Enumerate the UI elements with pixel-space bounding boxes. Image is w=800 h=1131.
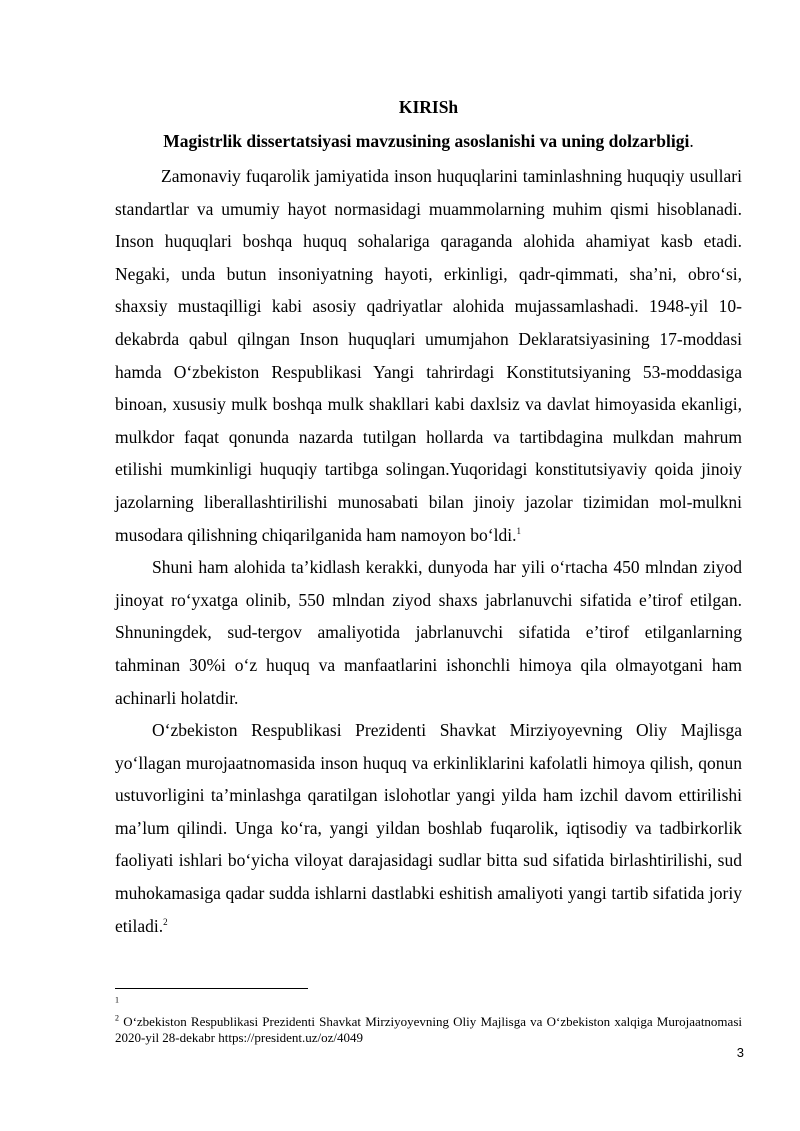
paragraph-1-text: Zamonaviy fuqarolik jamiyatida inson huquqlarini taminlashning huquqiy usullari standartlar va umumiy hayot normasidagi muammolarning muhim qismi hisoblanadi. Inson huquqlari boshqa huquq sohalariga qaraganda alohida ahamiyat kasb etadi. Negaki, unda butun insoniyatning hayoti, erkinligi, qadr-qimmati, sha’ni, obro‘si, shaxsiy mustaqilligi kabi asosiy qadriyatlar alohida mujassamlashadi. 1948-yil 10-dekabrda qabul qilngan Inson huquqlari umumjahon Deklaratsiyasining 17-moddasi hamda O‘zbekiston Respublikasi Yangi tahrirdagi Konstitutsiyaning 53-moddasiga binoan, xususiy mulk boshqa mulk shakllari kabi daxlsiz va davlat himoyasida ekanligi, mulkdor faqat qonunda nazarda tutilgan hollarda va tartibdagina mulkdan mahrum etilishi mumkinligi huquqiy tartibga solingan.Yuqoridagi konstitutsiyaviy qoida jinoiy jazolarning liberallashtirilishi munosabati bilan jinoiy jazolar tizimidan mol-mulkni musodara qilishning chiqarilganida ham namoyon bo‘ldi. (115, 166, 742, 545)
footnote-separator (115, 988, 308, 989)
paragraph-3 (115, 714, 742, 942)
page-number: 3 (736, 1045, 744, 1060)
footnote-ref-2[interactable]: 2 (163, 916, 168, 927)
paragraph-2 (115, 551, 742, 714)
section-title: KIRISh (398, 97, 459, 117)
footnote-2 (115, 1014, 742, 1045)
footnote-2-text: O‘zbekiston Respublikasi Prezidenti Shavkat Mirziyoyevning Oliy Majlisga va O‘zbekiston xalqiga Murojaatnomasi 2020-yil 28-dekabr https://president.uz/oz/4049 (115, 1014, 742, 1045)
footnote-1-mark: 1 (115, 995, 119, 1005)
paragraph-1 (115, 160, 742, 551)
paragraph-3-text: O‘zbekiston Respublikasi Prezidenti Shavkat Mirziyoyevning Oliy Majlisga yo‘llagan murojaatnomasida inson huquq va erkinliklarini kafolatli himoya qilish, qonun ustuvorligini ta’minlashga qaratilgan islohotlar yangi yilda ham izchil davom ettirilishi ma’lum qilindi. Unga ko‘ra, yangi yildan boshlab fuqarolik, iqtisodiy va tadbirkorlik faoliyati ishlari bo‘yicha viloyat darajasidagi sudlar bitta sud sifatida birlashtirilishi, sud muhokamasiga qadar sudda ishlarni dastlabki eshitish amaliyoti yangi tartib sifatida joriy etiladi. (115, 720, 742, 936)
section-subtitle (115, 130, 742, 152)
body-text (115, 160, 742, 942)
footnote-1 (115, 996, 742, 1010)
paragraph-2-text: Shuni ham alohida ta’kidlash kerakki, dunyoda har yili o‘rtacha 450 mlndan ziyod jinoyat ro‘yxatga olinib, 550 mlndan ziyod shaxs jabrlanuvchi sifatida e’tirof etilgan. Shnuningdek, sud-tergov amaliyotida jabrlanuvchi sifatida e’tirof etilganlarning tahminan 30%i o‘z huquq va manfaatlarini ishonchli himoya qila olmayotgani ham achinarli holatdir. (115, 557, 742, 708)
section-subtitle-text: Magistrlik dissertatsiyasi mavzusining asoslanishi va uning dolzarbligi (163, 131, 690, 151)
footnote-2-mark: 2 (115, 1013, 119, 1023)
footnote-ref-1[interactable]: 1 (516, 525, 521, 536)
section-subtitle-period: . (689, 131, 694, 151)
footnotes (115, 996, 742, 1045)
